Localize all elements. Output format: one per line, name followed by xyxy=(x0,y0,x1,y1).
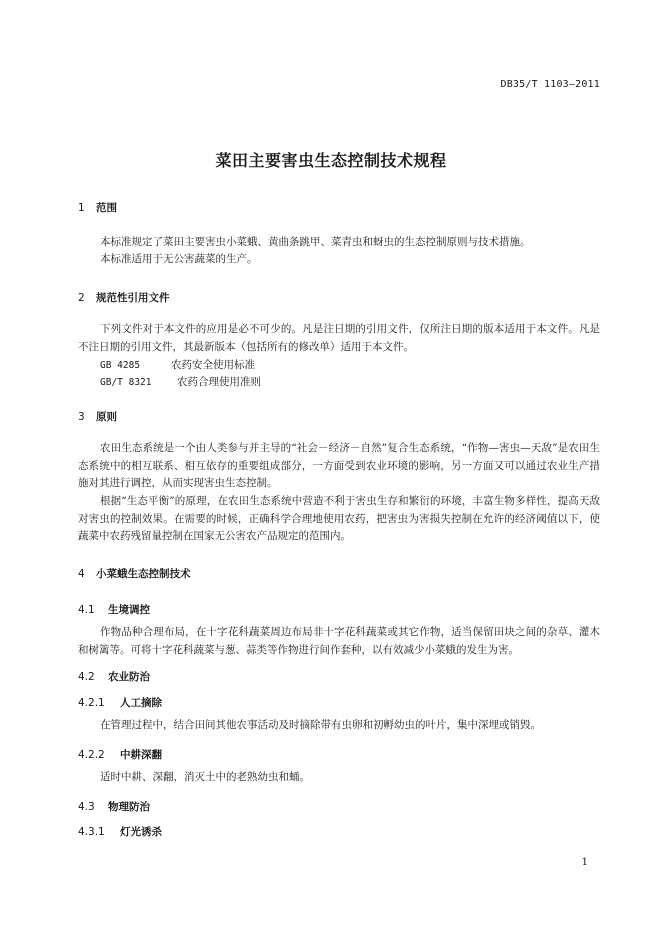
section-4-heading xyxy=(78,566,191,581)
paragraph: 根据“生态平衡”的原理，在农田生态系统中营造不利于害虫生存和繁衍的环境，丰富生物多样性，提高天敌对害虫的控制效果。在需要的时候，正确科学合理地使用农药，把害虫为害损失控制在允许的经济阈值以下，使蔬菜中农药残留量控制在国家无公害农产品规定的范围内。 xyxy=(78,495,600,542)
section-number: 4.2.2 xyxy=(78,749,105,761)
paragraph: 农田生态系统是一个由人类参与并主导的“社会－经济－自然”复合生态系统，“作物—害虫—天敌”是农田生态系统中的相互联系、相互依存的重要组成部分，一方面受到农业环境的影响，另一方面又可以通过农业生产措施对其进行调控，从而实现害虫生态控制。 xyxy=(78,442,600,489)
section-4-3-heading xyxy=(78,799,150,814)
reference-code: GB/T 8321 xyxy=(100,377,152,388)
section-title: 人工摘除 xyxy=(120,697,162,709)
reference-item xyxy=(100,374,261,389)
section-number: 4.2 xyxy=(78,671,95,683)
section-title: 范围 xyxy=(96,202,117,214)
section-number: 4.3.1 xyxy=(78,826,105,838)
section-title: 物理防治 xyxy=(108,801,150,813)
section-number: 4.1 xyxy=(78,604,95,616)
reference-item xyxy=(100,357,255,372)
section-4-1-heading xyxy=(78,602,150,617)
reference-name: 农药合理使用准则 xyxy=(177,376,261,388)
paragraph: 在管理过程中，结合田间其他农事活动及时摘除带有虫卵和初孵幼虫的叶片，集中深埋或销毁。 xyxy=(100,719,541,731)
paragraph: 适时中耕、深翻，消灭土中的老熟幼虫和蛹。 xyxy=(100,771,310,783)
paragraph: 本标准规定了菜田主要害虫小菜蛾、黄曲条跳甲、菜青虫和蚜虫的生态控制原则与技术措施。 xyxy=(100,236,531,248)
section-1-heading xyxy=(78,200,117,215)
standard-number: DB35/T 1103—2011 xyxy=(500,79,600,90)
section-title: 小菜蛾生态控制技术 xyxy=(96,568,191,580)
reference-code: GB 4285 xyxy=(100,360,141,371)
page-number: 1 xyxy=(581,857,588,868)
section-title: 中耕深翻 xyxy=(120,749,162,761)
section-4-2-1-heading xyxy=(78,695,162,710)
document-title: 菜田主要害虫生态控制技术规程 xyxy=(215,151,447,170)
section-title: 规范性引用文件 xyxy=(96,292,170,304)
section-4-3-1-heading xyxy=(78,824,162,839)
section-number: 3 xyxy=(78,411,85,423)
paragraph: 作物品种合理布局，在十字花科蔬菜周边布局非十字花科蔬菜或其它作物，适当保留田块之间的杂草、灌木和树篱等。可将十字花科蔬菜与葱、蒜类等作物进行间作套种，以有效减少小菜蛾的发生为害。 xyxy=(78,626,600,656)
paragraph: 下列文件对于本文件的应用是必不可少的。凡是注日期的引用文件，仅所注日期的版本适用于本文件。凡是不注日期的引用文件，其最新版本（包括所有的修改单）适用于本文件。 xyxy=(78,323,600,353)
section-4-2-2-heading xyxy=(78,747,162,762)
section-title: 农业防治 xyxy=(108,671,150,683)
section-2-heading xyxy=(78,290,170,305)
section-4-2-heading xyxy=(78,669,150,684)
section-number: 4.3 xyxy=(78,801,95,813)
section-title: 原则 xyxy=(96,411,117,423)
section-title: 生境调控 xyxy=(108,604,150,616)
section-number: 4 xyxy=(78,568,85,580)
section-number: 4.2.1 xyxy=(78,697,105,709)
paragraph: 本标准适用于无公害蔬菜的生产。 xyxy=(100,253,258,265)
section-number: 2 xyxy=(78,292,85,304)
section-title: 灯光诱杀 xyxy=(120,826,162,838)
section-3-heading xyxy=(78,409,117,424)
reference-name: 农药安全使用标准 xyxy=(171,359,255,371)
section-number: 1 xyxy=(78,202,85,214)
